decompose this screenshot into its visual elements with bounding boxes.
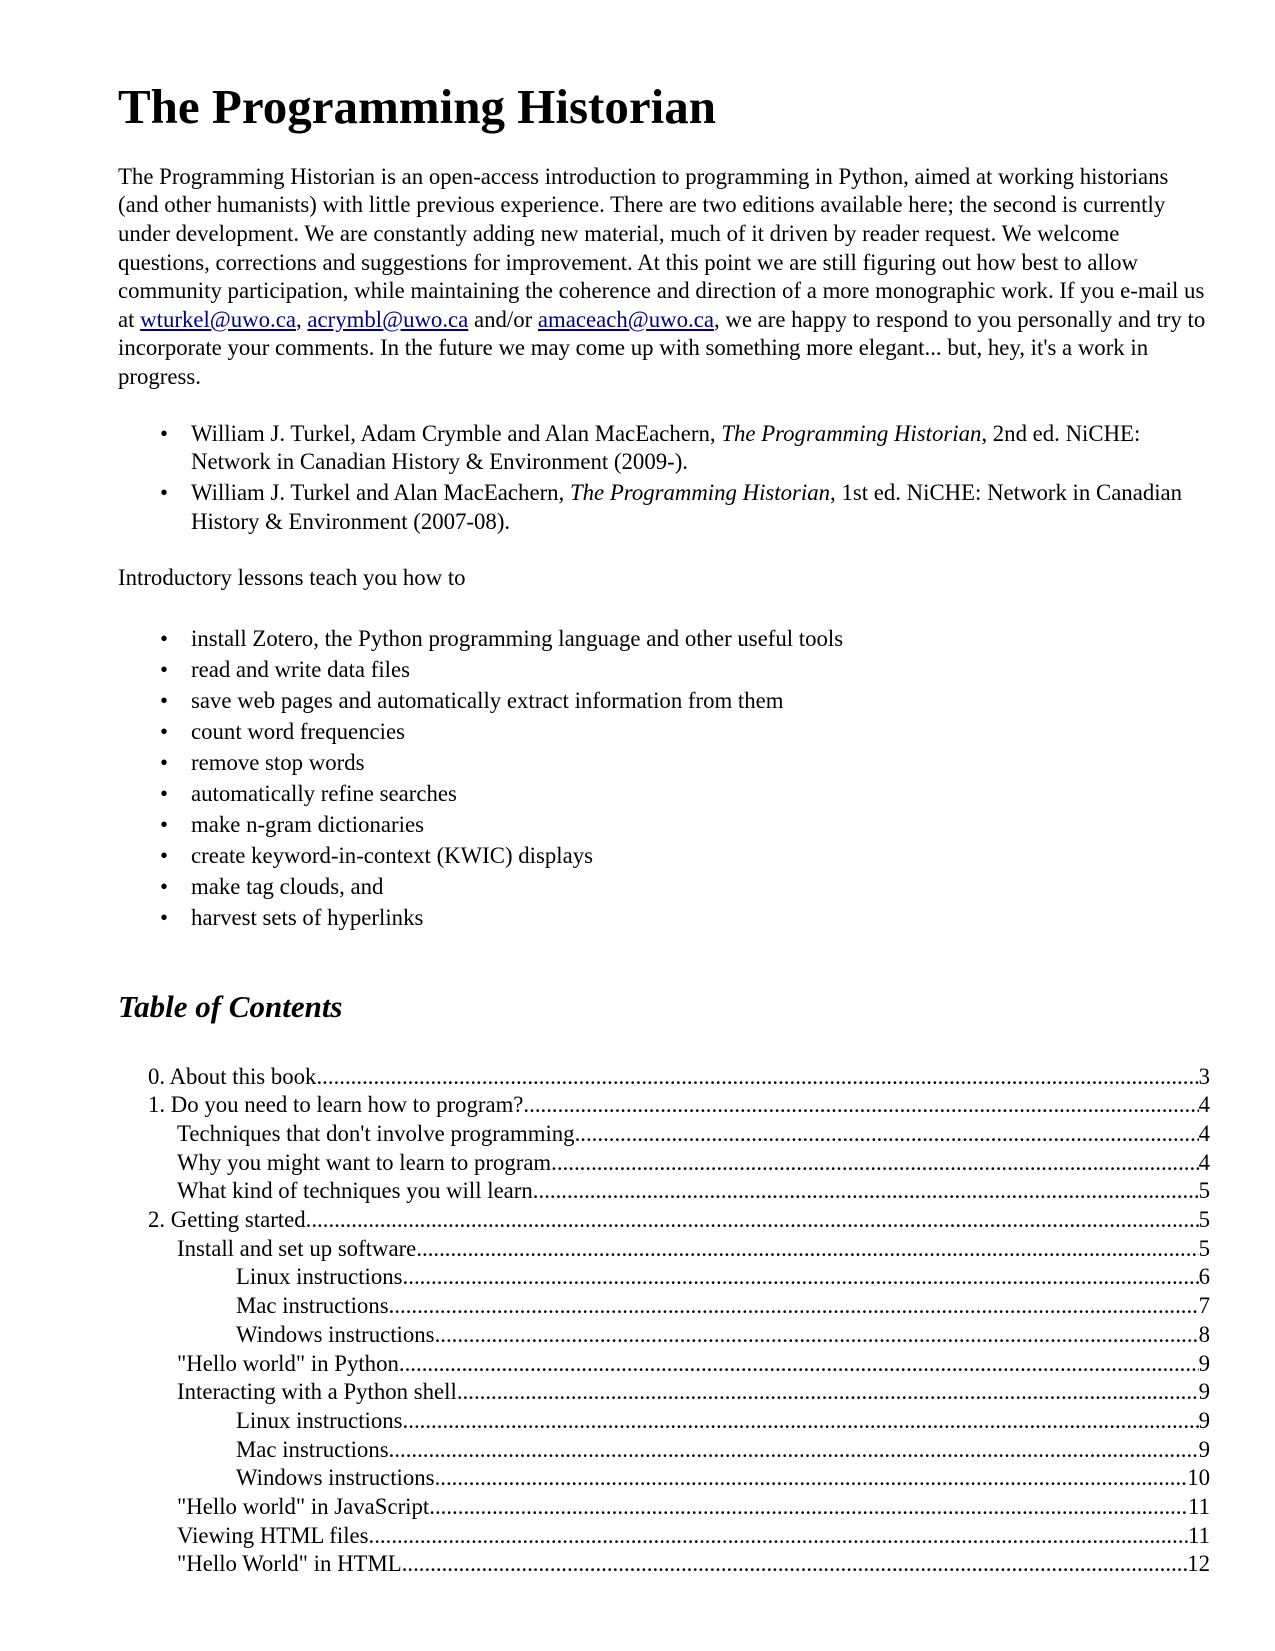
toc-entry-label: Install and set up software [177,1235,417,1261]
bullet-icon: • [160,812,168,838]
toc-entry-label: Viewing HTML files [177,1522,369,1548]
editions-list [118,420,1210,537]
intro-separator: , [295,306,308,332]
toc-leader-dots [316,1063,1198,1092]
list-item: • make n-gram dictionaries [118,809,1210,840]
toc-entry-page: 5 [1198,1207,1210,1233]
list-item: • harvest sets of hyperlinks [118,902,1210,933]
toc-entry-page: 12 [1187,1551,1210,1577]
toc-entry-label: Windows instructions [236,1465,435,1491]
toc-entry-page: 9 [1198,1350,1210,1376]
bullet-icon: • [160,719,168,745]
edition-item: • William J. Turkel and Alan MacEachern, The Programming Historian, 1st ed. NiCHE: Network in Canadian History & Environment (2007-08). [160,480,1183,534]
intro-text-before: The Programming Historian is an open-access introduction to programming in Python, aimed at working historians (and other humanists) with little previous experience. There are two editions available here; the second is currently under development. We are constantly adding new material, much of it driven by reader request. We welcome questions, corrections and suggestions for improvement. At this point we are still figuring out how best to allow community participation, while maintaining the coherence and direction of a more monographic work. If you e-mail us at [118,163,1205,332]
toc-entry[interactable] [118,1350,1210,1379]
toc-leader-dots [403,1263,1199,1292]
list-item: • remove stop words [118,747,1210,778]
toc-entry[interactable] [118,1120,1210,1149]
bullet-icon: • [160,657,168,683]
bullet-icon: • [160,874,168,900]
toc-entry-page: 9 [1198,1407,1210,1433]
toc-entry-page: 9 [1198,1436,1210,1462]
toc-entry[interactable] [118,1436,1210,1465]
toc-entry-page: 4 [1198,1092,1210,1118]
bullet-icon: • [160,905,168,931]
intro-paragraph [118,163,1210,392]
edition-title: The Programming Historian [569,480,831,506]
intro-text-after: , we are happy to respond to you personally and try to incorporate your comments. In the future we may come up with something more elegant... but, hey, it's a work in progress. [118,306,1206,389]
toc-entry-label: Mac instructions [236,1436,389,1462]
toc-entry[interactable] [118,1407,1210,1436]
toc-entry[interactable] [118,1321,1210,1350]
list-item: • save web pages and automatically extract information from them [118,685,1210,716]
toc-entry[interactable] [118,1550,1210,1579]
toc-entry-label: "Hello world" in Python [177,1350,399,1376]
toc-entry[interactable] [118,1177,1210,1206]
toc-leader-dots [551,1149,1198,1178]
list-item: • make tag clouds, and [118,871,1210,902]
bullet-icon: • [160,480,168,506]
list-item: • automatically refine searches [118,778,1210,809]
toc-entry-label: "Hello world" in JavaScript [177,1494,430,1520]
toc-entry-page: 9 [1198,1379,1210,1405]
toc-entry-label: Techniques that don't involve programming [177,1120,575,1146]
toc-entry-label: Interacting with a Python shell [177,1379,457,1405]
toc-entry-label: Mac instructions [236,1293,389,1319]
toc-entry-label: Linux instructions [236,1264,403,1290]
edition-item: • William J. Turkel, Adam Crymble and Alan MacEachern, The Programming Historian, 2nd ed. NiCHE: Network in Canadian History & Environment (2009-). [160,420,1141,475]
toc-entry-page: 7 [1198,1293,1210,1319]
toc-leader-dots [389,1292,1199,1321]
toc-entry-page: 3 [1198,1063,1210,1089]
toc-entry[interactable] [118,1522,1210,1551]
toc-leader-dots [435,1464,1188,1493]
bullet-icon: • [160,626,168,652]
toc-leader-dots [575,1120,1199,1149]
bullet-icon: • [160,781,168,807]
toc-entry[interactable] [118,1149,1210,1178]
list-item: • create keyword-in-context (KWIC) displays [118,840,1210,871]
toc-entry-page: 10 [1187,1465,1210,1491]
toc-leader-dots [402,1550,1188,1579]
toc-leader-dots [416,1235,1198,1264]
toc-entry-page: 5 [1198,1235,1210,1261]
intro-separator: and/or [468,306,538,332]
toc-entry[interactable] [118,1493,1210,1522]
page-title: The Programming Historian [118,79,716,134]
toc-leader-dots [533,1177,1199,1206]
toc-entry[interactable] [118,1378,1210,1407]
toc-entry[interactable] [118,1235,1210,1264]
edition-title: The Programming Historian [721,420,982,446]
toc-entry-label: What kind of techniques you will learn [177,1178,533,1204]
toc-leader-dots [523,1091,1198,1120]
toc-entry[interactable] [118,1263,1210,1292]
toc-entry[interactable] [118,1063,1210,1092]
toc-entry-label: Linux instructions [236,1407,403,1433]
toc-entry-label: "Hello World" in HTML [177,1551,402,1577]
list-item: • install Zotero, the Python programming language and other useful tools [118,623,1210,654]
toc-leader-dots [435,1321,1199,1350]
toc-entry-label: 1. Do you need to learn how to program? [148,1092,524,1118]
table-of-contents [118,1063,1210,1580]
toc-entry-label: Why you might want to learn to program [177,1149,552,1175]
toc-heading: Table of Contents [118,989,343,1025]
toc-entry-page: 5 [1198,1178,1210,1204]
toc-leader-dots [429,1493,1188,1522]
toc-entry-label: 2. Getting started [148,1207,306,1233]
toc-entry[interactable] [118,1206,1210,1235]
bullet-icon: • [160,750,168,776]
email-link-amaceach[interactable]: amaceach@uwo.ca [537,306,714,332]
bullet-icon: • [160,688,168,714]
toc-leader-dots [403,1407,1199,1436]
toc-entry-page: 4 [1198,1149,1210,1175]
toc-leader-dots [369,1522,1189,1551]
toc-leader-dots [457,1378,1199,1407]
list-item: • read and write data files [118,654,1210,685]
toc-entry-page: 11 [1188,1522,1210,1548]
toc-entry-page: 8 [1198,1321,1210,1347]
toc-entry[interactable] [118,1292,1210,1321]
toc-entry-label: 0. About this book [148,1063,317,1089]
bullet-icon: • [160,843,168,869]
toc-entry-label: Windows instructions [236,1321,435,1347]
toc-leader-dots [399,1350,1199,1379]
email-link-wturkel[interactable]: wturkel@uwo.ca [140,306,296,332]
bullet-icon: • [160,420,168,446]
toc-entry[interactable] [118,1464,1210,1493]
toc-entry[interactable] [118,1091,1210,1120]
toc-entry-page: 6 [1198,1264,1210,1290]
toc-leader-dots [306,1206,1199,1235]
email-link-acrymbl[interactable]: acrymbl@uwo.ca [307,306,469,332]
toc-leader-dots [389,1436,1199,1465]
toc-entry-page: 4 [1198,1120,1210,1146]
list-item: • count word frequencies [118,716,1210,747]
toc-entry-page: 11 [1188,1494,1210,1520]
lessons-lead: Introductory lessons teach you how to [118,564,466,590]
skills-list [118,623,1210,933]
document-page [118,78,1210,1579]
